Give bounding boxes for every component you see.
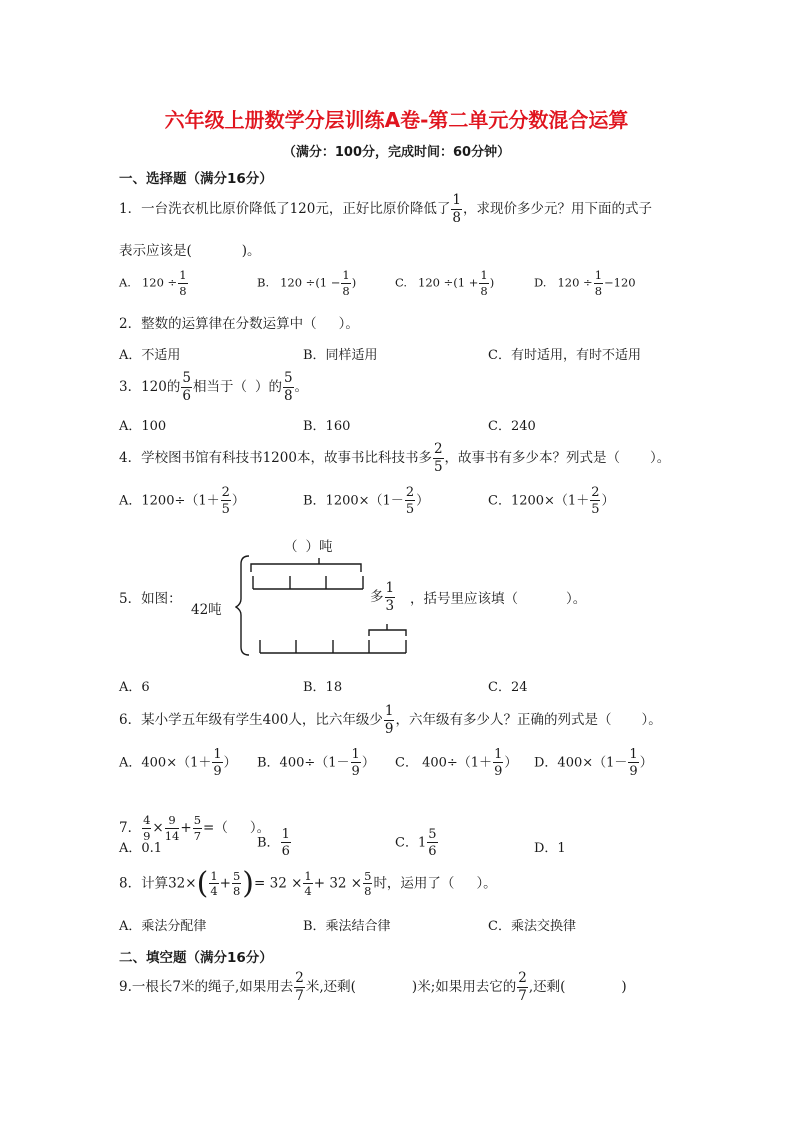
q5-option-a[interactable]: A．6 xyxy=(119,680,150,695)
question-9: 9.一根长7米的绳子,如果用去 $\frac{2}{7}$ 米,还剩( )米;如果用去它的 $\frac{2}{7}$ ,还剩( ) xyxy=(119,970,627,1004)
extra-brace xyxy=(369,624,406,636)
question-1-line1 xyxy=(119,194,652,225)
question-6: 6．某小学五年级有学生400人，比六年级少 $\frac{1}{9}$ ，六年级有多少人？正确的列式是（ ）。 xyxy=(119,703,662,737)
question-1-line2: 表示应该是( )。 xyxy=(119,243,261,259)
question-7: 7． $\frac{4}{9}$ × $\frac{9}{14}$ + $\frac{5}{7}$ =（ ）。 xyxy=(119,813,271,843)
q3-option-c[interactable]: C．240 xyxy=(488,419,536,434)
q1-option-d[interactable]: D. 120 ÷ $\frac{1}{8}$ −120 xyxy=(534,268,636,298)
q6-option-b[interactable]: B．400÷（1－ $\frac{1}{9}$ ） xyxy=(257,747,375,779)
diagram-more-label: 多 $\frac{1}{3}$ xyxy=(370,580,395,614)
page-subtitle: （满分：100分，完成时间：60分钟） xyxy=(282,145,511,160)
question-4: 4．学校图书馆有科技书1200本，故事书比科技书多 $\frac{2}{5}$ ，故事书有多少本？列式是（ ）。 xyxy=(119,441,671,475)
q4-option-a[interactable]: A．1200÷（1＋ $\frac{2}{5}$ ） xyxy=(119,485,245,517)
q5-option-c[interactable]: C．24 xyxy=(488,680,528,695)
diagram-total-label: 42吨 xyxy=(191,602,222,618)
q3-option-b[interactable]: B．160 xyxy=(303,419,351,434)
q1-option-b[interactable]: B. 120 ÷(1 − $\frac{1}{8}$ ) xyxy=(257,268,357,298)
question-5-text: ，括号里应该填（ ）。 xyxy=(410,591,587,607)
question-2: 2．整数的运算律在分数运算中（ ）。 xyxy=(119,316,359,332)
q7-option-d[interactable]: D．1 xyxy=(534,841,566,856)
q1-option-c[interactable]: C. 120 ÷(1 + $\frac{1}{8}$ ) xyxy=(395,268,495,298)
question-1-text-cont: ，求现价多少元？用下面的式子 xyxy=(462,201,652,217)
q6-option-a[interactable]: A．400×（1＋ $\frac{1}{9}$ ） xyxy=(119,747,237,779)
q8-option-a[interactable]: A．乘法分配律 xyxy=(119,919,207,934)
q4-option-c[interactable]: C．1200×（1＋ $\frac{2}{5}$ ） xyxy=(488,485,615,517)
question-1-text: 1．一台洗衣机比原价降低了120元，正好比原价降低了 xyxy=(119,201,451,217)
question-5-label: 5．如图： xyxy=(119,591,182,607)
q4-option-b[interactable]: B．1200×（1－ $\frac{2}{5}$ ） xyxy=(303,485,430,517)
section-heading-choice: 一、选择题（满分16分） xyxy=(119,171,273,187)
q7-option-a[interactable]: A．0.1 xyxy=(119,841,163,856)
top-brace xyxy=(251,558,361,572)
segment-diagram xyxy=(235,550,415,660)
q8-option-b[interactable]: B．乘法结合律 xyxy=(303,919,391,934)
q2-option-c[interactable]: C．有时适用，有时不适用 xyxy=(488,348,641,363)
fraction: $\frac{1}{8}$ xyxy=(452,192,461,226)
q7-option-b[interactable]: B． $\frac{1}{6}$ xyxy=(257,827,290,859)
diagram-top-label: （ ）吨 xyxy=(284,539,333,555)
q7-option-c[interactable]: C．1 $\frac{5}{6}$ xyxy=(395,827,437,859)
q2-option-a[interactable]: A．不适用 xyxy=(119,348,181,363)
q3-option-a[interactable]: A．100 xyxy=(119,419,167,434)
q5-option-b[interactable]: B．18 xyxy=(303,680,343,695)
q1-option-a[interactable]: A. 120 ÷ $\frac{1}{8}$ xyxy=(119,268,187,298)
question-3: 3．120的 $\frac{5}{6}$ 相当于（ ）的 $\frac{5}{8}$ 。 xyxy=(119,370,309,404)
left-brace xyxy=(236,556,249,655)
q8-option-c[interactable]: C．乘法交换律 xyxy=(488,919,576,934)
question-8: 8．计算32×( $\frac{1}{4}$ + $\frac{5}{8}$ )= 32 × $\frac{1}{4}$ + 32 × $\frac{5}{8}$ 时，运用了（ ）。 xyxy=(119,866,497,901)
q6-option-c[interactable]: C． 400÷（1＋ $\frac{1}{9}$ ） xyxy=(395,747,518,779)
section-heading-fill: 二、填空题（满分16分） xyxy=(119,950,273,966)
q6-option-d[interactable]: D．400×（1－ $\frac{1}{9}$ ） xyxy=(534,747,653,779)
q2-option-b[interactable]: B．同样适用 xyxy=(303,348,378,363)
page-title: 六年级上册数学分层训练A卷-第二单元分数混合运算 xyxy=(164,108,629,132)
